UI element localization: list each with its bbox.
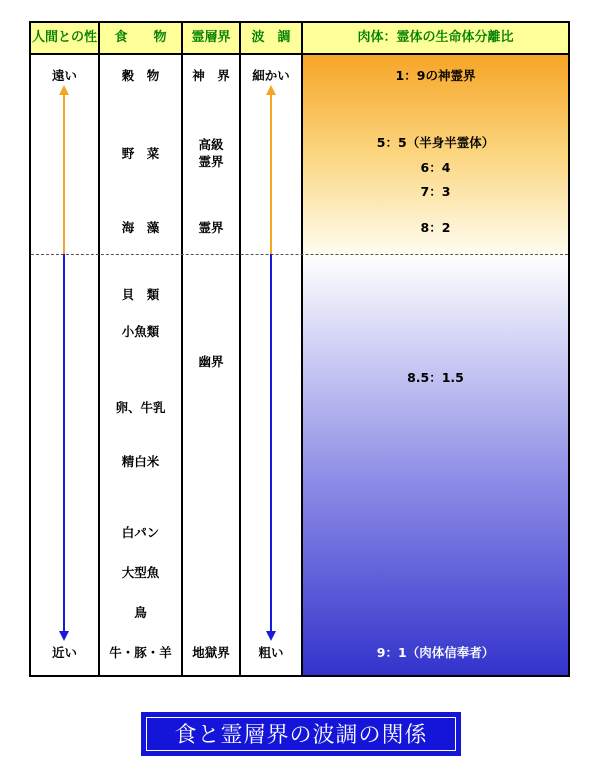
distance-near-label: 近い	[51, 645, 77, 660]
table-header	[31, 23, 568, 55]
ratio-5-5: 5：5（半身半霊体）	[376, 135, 495, 150]
arrow-down-head-icon	[266, 631, 276, 641]
realm-spirit: 霊界	[198, 220, 224, 235]
distance-far-label: 遠い	[51, 68, 77, 83]
arrow-shaft-orange	[63, 93, 65, 254]
arrow-shaft-blue	[270, 254, 272, 633]
wave-fine-label: 細かい	[252, 68, 290, 83]
ratio-6-4: 6：4	[420, 160, 451, 175]
boundary-dashed-line	[31, 254, 568, 255]
food-seaweed: 海 藻	[121, 220, 160, 235]
food-white-bread: 白パン	[121, 525, 160, 540]
header-realm: 霊層界	[183, 23, 241, 53]
ratio-8-5-1-5: 8.5：1.5	[407, 370, 464, 385]
food-grains: 穀 物	[121, 68, 160, 83]
realm-divine: 神 界	[192, 68, 230, 83]
header-ratio: 肉体：霊体の生命体分離比	[357, 30, 514, 45]
food-large-fish: 大型魚	[121, 565, 160, 580]
wave-coarse-label: 粗い	[258, 645, 284, 660]
arrow-shaft-orange	[270, 93, 272, 254]
ratio-1-9: 1：9の神霊界	[395, 68, 476, 83]
arrow-shaft-blue	[63, 254, 65, 633]
arrow-down-head-icon	[59, 631, 69, 641]
ratio-8-2: 8：2	[420, 220, 451, 235]
food-small-fish: 小魚類	[121, 324, 160, 339]
food-vegetables: 野 菜	[121, 146, 160, 161]
ratio-gradient-lower	[303, 255, 568, 675]
column-divider	[239, 53, 241, 675]
food-poultry: 鳥	[134, 605, 147, 620]
header-human-relation: 人間との性	[31, 23, 100, 53]
food-eggs-milk: 卵、牛乳	[115, 400, 166, 415]
header-food: 食 物	[100, 23, 183, 53]
realm-high-line2: 霊界	[198, 154, 224, 169]
caption-title: 食と霊層界の波調の関係	[146, 717, 456, 751]
ratio-9-1: 9：1（肉体信奉者）	[376, 645, 495, 660]
caption-box	[141, 712, 461, 756]
relationship-table	[29, 21, 570, 677]
food-white-rice: 精白米	[121, 454, 160, 469]
realm-high-line1: 高級	[198, 137, 224, 152]
food-beef-pork-lamb: 牛・豚・羊	[109, 645, 172, 660]
ratio-7-3: 7：3	[420, 184, 451, 199]
realm-nether: 幽界	[198, 354, 224, 369]
food-shellfish: 貝 類	[121, 287, 160, 302]
realm-hell: 地獄界	[192, 645, 230, 660]
header-wave: 波 調	[241, 23, 303, 53]
